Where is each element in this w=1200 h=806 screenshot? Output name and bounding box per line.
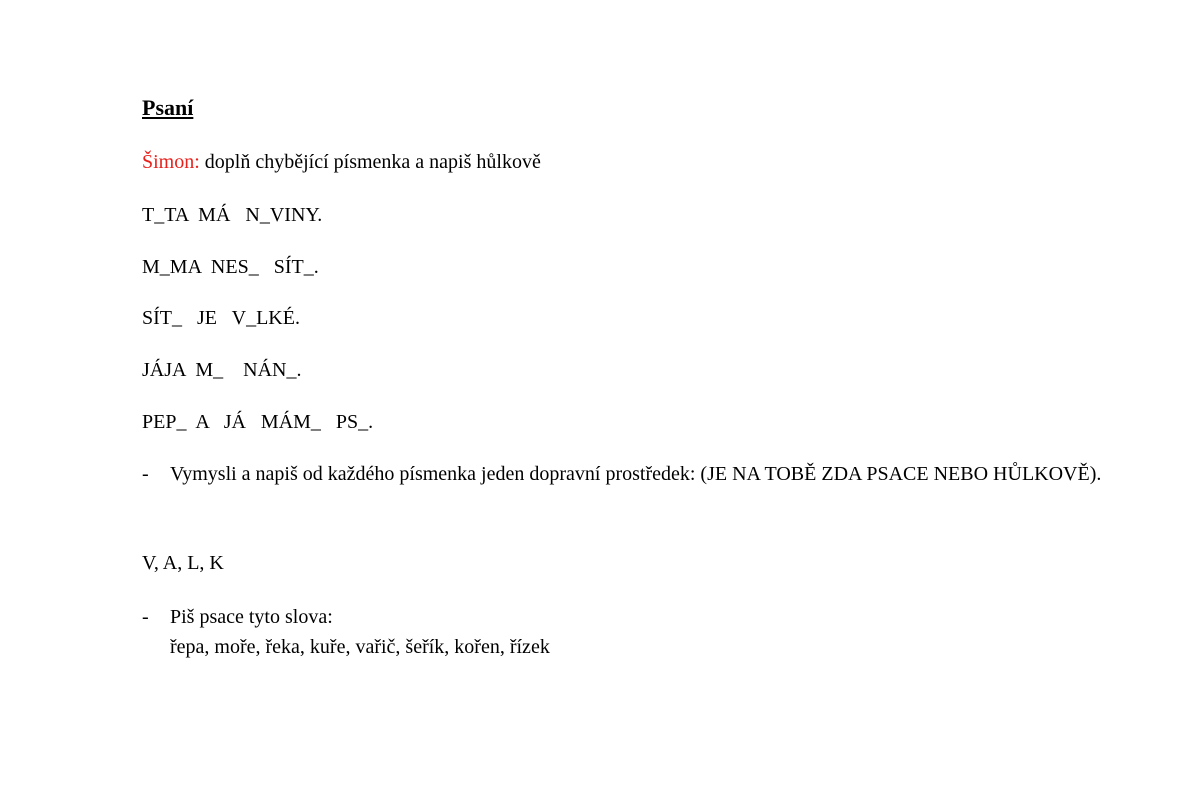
exercise-line-2: M_MA NES_ SÍT_. bbox=[142, 256, 319, 278]
letters-line: V, A, L, K bbox=[142, 552, 224, 574]
word-list: řepa, moře, řeka, kuře, vařič, šeřík, kořen, řízek bbox=[170, 636, 550, 658]
bullet-dash: - bbox=[142, 463, 149, 485]
bullet-item-words bbox=[142, 598, 1142, 668]
page-title: Psaní bbox=[142, 95, 194, 120]
exercise-line-5: PEP_ A JÁ MÁM_ PS_. bbox=[142, 411, 374, 433]
exercise-line-1: T_TA MÁ N_VINY. bbox=[142, 204, 323, 226]
bullet-text: Piš psace tyto slova: bbox=[170, 606, 333, 628]
bullet-dash: - bbox=[142, 606, 149, 628]
instruction-text: doplň chybějící písmenka a napiš hůlkově bbox=[199, 151, 541, 173]
exercise-line-4: JÁJA M_ NÁN_. bbox=[142, 359, 302, 381]
task-instruction bbox=[142, 150, 541, 174]
bullet-item-vehicles bbox=[142, 455, 1142, 535]
student-name: Šimon: bbox=[142, 151, 200, 173]
exercise-line-3: SÍT_ JE V_LKÉ. bbox=[142, 307, 300, 329]
bullet-text: Vymysli a napiš od každého písmenka jeden dopravní prostředek: (JE NA TOBĚ ZDA PSACE NEBO HŮLKOVĚ). bbox=[170, 463, 1102, 485]
